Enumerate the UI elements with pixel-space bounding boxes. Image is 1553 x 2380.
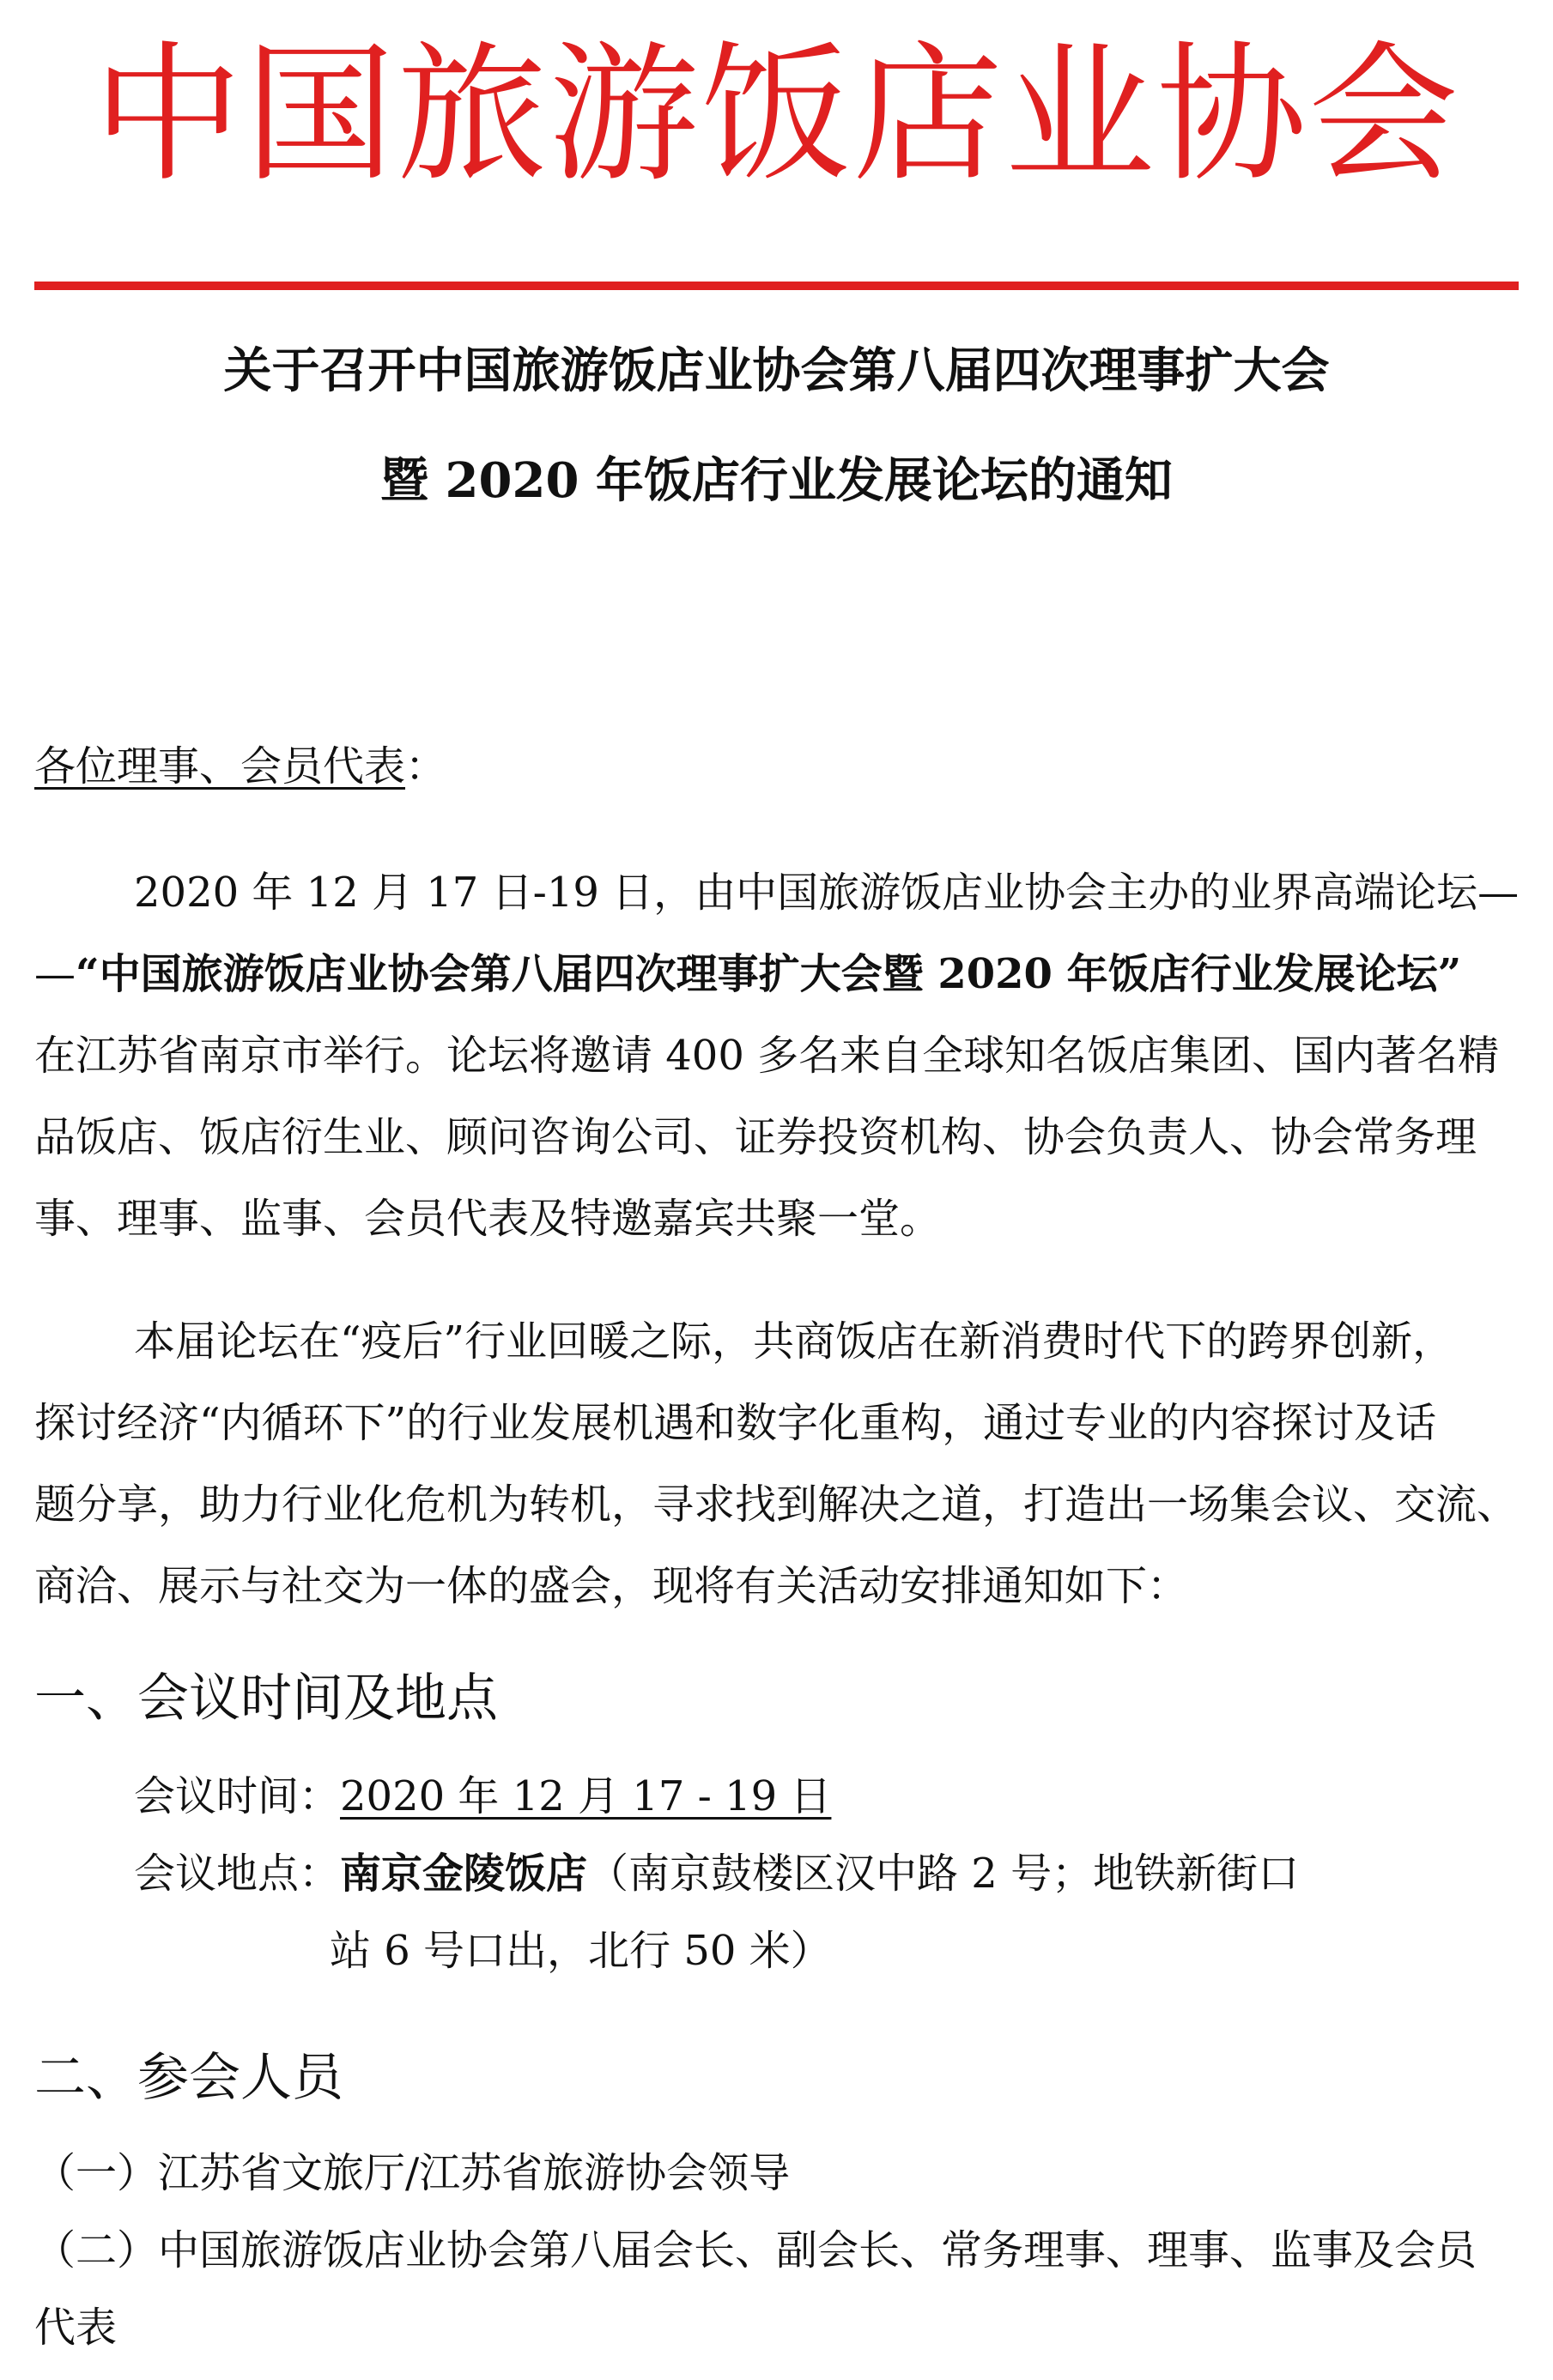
section-heading-time-location: 一、会议时间及地点 — [34, 1668, 498, 1729]
document-title-line-2: 暨 2020 年饭店行业发展论坛的通知 — [380, 452, 1173, 509]
paragraph-purpose-line: 探讨经济“内循环下”的行业发展机遇和数字化重构，通过专业的内容探讨及话 — [34, 1399, 1437, 1447]
meeting-venue-detail-cont: 站 6 号口出，北行 50 米） — [330, 1927, 832, 1975]
paragraph-intro — [34, 852, 1519, 1260]
forum-full-name: “中国旅游饭店业协会第八届四次理事扩大会暨 2020 年饭店行业发展论坛” — [76, 950, 1462, 998]
meeting-time — [134, 1758, 831, 1835]
meeting-time-label: 会议时间： — [134, 1772, 341, 1820]
salutation-colon: ： — [405, 742, 447, 790]
paragraph-purpose-line: 题分享，助力行业化危机为转机，寻求找到解决之道，打造出一场集会议、交流、 — [34, 1481, 1519, 1529]
salutation — [34, 732, 446, 801]
salutation-text: 各位理事、会员代表 — [34, 742, 406, 790]
paragraph-intro-line: 品饭店、饭店衍生业、顾问咨询公司、证券投资机构、协会负责人、协会常务理 — [34, 1113, 1477, 1161]
document-title-line-1: 关于召开中国旅游饭店业协会第八届四次理事扩大会 — [223, 342, 1330, 399]
paragraph-intro-line: 2020 年 12 月 17 日-19 日，由中国旅游饭店业协会主办的业界高端论坛— — [134, 869, 1520, 917]
meeting-venue-name: 南京金陵饭店 — [340, 1850, 588, 1898]
paragraph-purpose — [34, 1301, 1519, 1627]
section-heading-attendees: 二、参会人员 — [34, 2048, 343, 2108]
paragraph-intro-dash: — — [34, 950, 76, 998]
paragraph-intro-line: 在江苏省南京市举行。论坛将邀请 400 多名来自全球知名饭店集团、国内著名精 — [34, 1032, 1500, 1080]
meeting-venue-label: 会议地点： — [134, 1850, 341, 1898]
masthead-red-rule — [34, 282, 1519, 290]
attendee-item-2-cont: 代表 — [34, 2304, 118, 2352]
paragraph-intro-line — [34, 934, 1519, 1015]
meeting-time-value: 2020 年 12 月 17 - 19 日 — [340, 1772, 832, 1820]
meeting-venue — [134, 1835, 1299, 1912]
masthead-org-name: 中国旅游饭店业协会 — [93, 28, 1460, 203]
meeting-venue-detail: （南京鼓楼区汉中路 2 号；地铁新街口 — [587, 1850, 1300, 1898]
attendee-item-2: （二）中国旅游饭店业协会第八届会长、副会长、常务理事、理事、监事及会员 — [34, 2226, 1477, 2274]
attendee-item-1: （一）江苏省文旅厅/江苏省旅游协会领导 — [34, 2149, 791, 2197]
paragraph-intro-line: 事、理事、监事、会员代表及特邀嘉宾共聚一堂。 — [34, 1195, 942, 1243]
paragraph-purpose-line: 商洽、展示与社交为一体的盛会，现将有关活动安排通知如下： — [34, 1562, 1189, 1610]
paragraph-purpose-line: 本届论坛在“疫后”行业回暖之际，共商饭店在新消费时代下的跨界创新， — [134, 1317, 1454, 1366]
